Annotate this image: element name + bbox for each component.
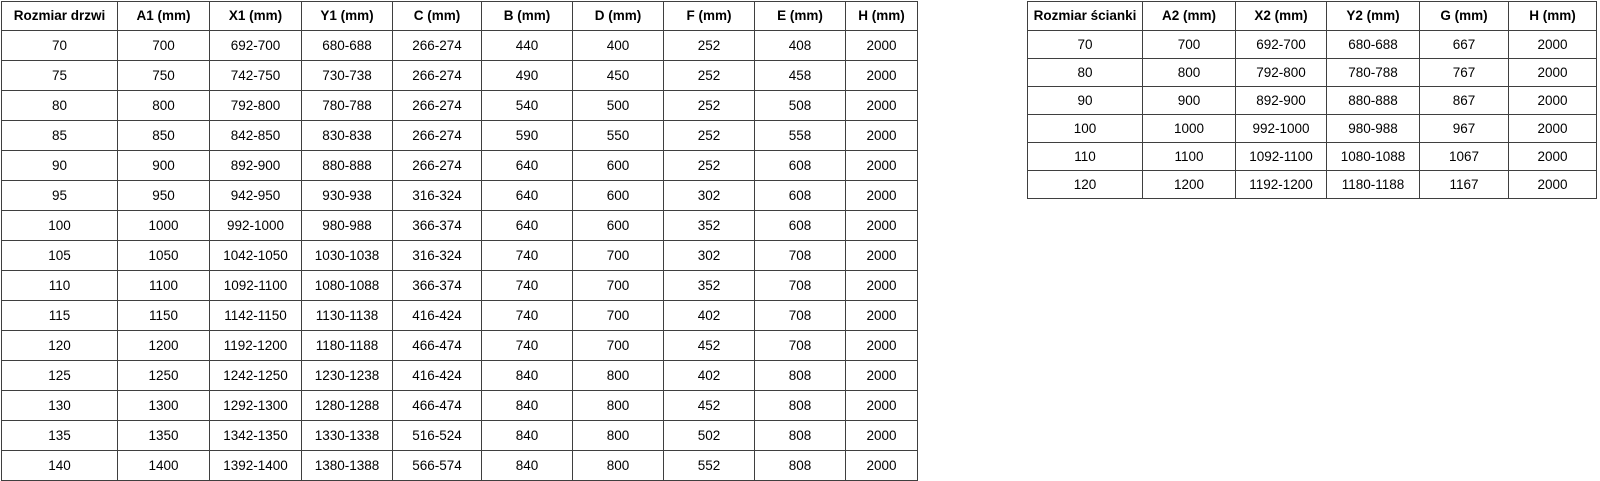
table-cell: 140: [2, 451, 118, 481]
table-cell: 130: [2, 391, 118, 421]
table-cell: 2000: [1509, 143, 1597, 171]
table-cell: 767: [1420, 59, 1509, 87]
table-cell: 2000: [846, 211, 918, 241]
table-cell: 892-900: [1236, 87, 1327, 115]
column-header: C (mm): [393, 2, 482, 31]
table-cell: 1200: [1143, 171, 1236, 199]
table-cell: 2000: [846, 391, 918, 421]
table-cell: 692-700: [210, 31, 302, 61]
table-cell: 490: [482, 61, 573, 91]
table-cell: 1000: [118, 211, 210, 241]
table-row: [2, 91, 918, 121]
table-cell: 558: [755, 121, 846, 151]
table-cell: 1242-1250: [210, 361, 302, 391]
table-cell: 1092-1100: [1236, 143, 1327, 171]
table-cell: 708: [755, 301, 846, 331]
table-row: [2, 361, 918, 391]
table-cell: 120: [2, 331, 118, 361]
table-cell: 550: [573, 121, 664, 151]
table-cell: 2000: [846, 301, 918, 331]
table-cell: 2000: [1509, 115, 1597, 143]
table-cell: 590: [482, 121, 573, 151]
table-cell: 100: [1028, 115, 1143, 143]
table-cell: 880-888: [1327, 87, 1420, 115]
table-cell: 302: [664, 181, 755, 211]
table-cell: 700: [573, 301, 664, 331]
table-row: [2, 181, 918, 211]
table-cell: 950: [118, 181, 210, 211]
column-header: Rozmiar drzwi: [2, 2, 118, 31]
table-cell: 800: [573, 361, 664, 391]
table-row: [2, 121, 918, 151]
table-cell: 352: [664, 271, 755, 301]
table-cell: 1000: [1143, 115, 1236, 143]
table-cell: 800: [573, 421, 664, 451]
table-row: [2, 271, 918, 301]
table-cell: 252: [664, 31, 755, 61]
table-cell: 600: [573, 211, 664, 241]
table-cell: 508: [755, 91, 846, 121]
table-cell: 992-1000: [210, 211, 302, 241]
table-cell: 880-888: [302, 151, 393, 181]
table-cell: 1030-1038: [302, 241, 393, 271]
table-cell: 840: [482, 361, 573, 391]
table-row: [2, 31, 918, 61]
table-cell: 740: [482, 271, 573, 301]
table-cell: 266-274: [393, 151, 482, 181]
table-cell: 316-324: [393, 181, 482, 211]
table-cell: 1400: [118, 451, 210, 481]
table-cell: 408: [755, 31, 846, 61]
table-cell: 930-938: [302, 181, 393, 211]
table-cell: 416-424: [393, 301, 482, 331]
table-cell: 466-474: [393, 391, 482, 421]
table-cell: 1280-1288: [302, 391, 393, 421]
table-cell: 85: [2, 121, 118, 151]
table-cell: 1380-1388: [302, 451, 393, 481]
table-cell: 2000: [1509, 31, 1597, 59]
table-cell: 266-274: [393, 31, 482, 61]
table-cell: 1330-1338: [302, 421, 393, 451]
table-cell: 2000: [846, 91, 918, 121]
table-cell: 2000: [846, 241, 918, 271]
table-cell: 566-574: [393, 451, 482, 481]
table-row: [1028, 59, 1597, 87]
table-cell: 552: [664, 451, 755, 481]
column-header: B (mm): [482, 2, 573, 31]
table-cell: 502: [664, 421, 755, 451]
table-cell: 700: [1143, 31, 1236, 59]
table-cell: 1192-1200: [210, 331, 302, 361]
table-cell: 316-324: [393, 241, 482, 271]
table-cell: 750: [118, 61, 210, 91]
table-cell: 680-688: [1327, 31, 1420, 59]
table-cell: 1050: [118, 241, 210, 271]
table-cell: 700: [573, 271, 664, 301]
table-cell: 500: [573, 91, 664, 121]
table-cell: 2000: [846, 31, 918, 61]
table-cell: 466-474: [393, 331, 482, 361]
table-cell: 2000: [846, 61, 918, 91]
table-cell: 2000: [846, 271, 918, 301]
table-cell: 608: [755, 151, 846, 181]
table-cell: 1167: [1420, 171, 1509, 199]
table-cell: 900: [1143, 87, 1236, 115]
table-cell: 608: [755, 211, 846, 241]
table-row: [2, 451, 918, 481]
table-cell: 1180-1188: [302, 331, 393, 361]
table-cell: 95: [2, 181, 118, 211]
table-cell: 980-988: [302, 211, 393, 241]
table-cell: 266-274: [393, 121, 482, 151]
table-row: [2, 61, 918, 91]
table-cell: 742-750: [210, 61, 302, 91]
header-row: [2, 2, 918, 31]
door-size-table: [1, 1, 918, 481]
table-cell: 780-788: [302, 91, 393, 121]
table-cell: 110: [2, 271, 118, 301]
table-cell: 2000: [846, 181, 918, 211]
table-cell: 608: [755, 181, 846, 211]
table-cell: 252: [664, 121, 755, 151]
table-cell: 800: [118, 91, 210, 121]
table-cell: 700: [118, 31, 210, 61]
table-cell: 2000: [1509, 171, 1597, 199]
table-cell: 1150: [118, 301, 210, 331]
table-cell: 1100: [1143, 143, 1236, 171]
table-cell: 1180-1188: [1327, 171, 1420, 199]
table-cell: 1067: [1420, 143, 1509, 171]
table-cell: 2000: [846, 421, 918, 451]
column-header: X2 (mm): [1236, 2, 1327, 31]
table-cell: 105: [2, 241, 118, 271]
table-cell: 600: [573, 181, 664, 211]
table-cell: 800: [573, 451, 664, 481]
table-cell: 740: [482, 331, 573, 361]
table-cell: 252: [664, 61, 755, 91]
table-cell: 70: [1028, 31, 1143, 59]
table-cell: 125: [2, 361, 118, 391]
table-cell: 540: [482, 91, 573, 121]
table-cell: 400: [573, 31, 664, 61]
table-cell: 708: [755, 241, 846, 271]
table-cell: 2000: [846, 451, 918, 481]
table-cell: 452: [664, 391, 755, 421]
table-cell: 266-274: [393, 91, 482, 121]
table-cell: 967: [1420, 115, 1509, 143]
column-header: G (mm): [1420, 2, 1509, 31]
table-cell: 900: [118, 151, 210, 181]
column-header: E (mm): [755, 2, 846, 31]
table-cell: 366-374: [393, 271, 482, 301]
table-cell: 1192-1200: [1236, 171, 1327, 199]
table-cell: 120: [1028, 171, 1143, 199]
table-cell: 780-788: [1327, 59, 1420, 87]
column-header: A1 (mm): [118, 2, 210, 31]
table-cell: 892-900: [210, 151, 302, 181]
table-cell: 792-800: [210, 91, 302, 121]
table-cell: 516-524: [393, 421, 482, 451]
table-row: [2, 421, 918, 451]
table-cell: 302: [664, 241, 755, 271]
table-cell: 840: [482, 421, 573, 451]
column-header: H (mm): [1509, 2, 1597, 31]
table-cell: 708: [755, 331, 846, 361]
table-cell: 2000: [1509, 59, 1597, 87]
table-cell: 1200: [118, 331, 210, 361]
table-cell: 730-738: [302, 61, 393, 91]
table-cell: 792-800: [1236, 59, 1327, 87]
table-cell: 366-374: [393, 211, 482, 241]
table-cell: 708: [755, 271, 846, 301]
table-cell: 458: [755, 61, 846, 91]
table-cell: 2000: [846, 331, 918, 361]
table-cell: 1080-1088: [302, 271, 393, 301]
table-row: [2, 241, 918, 271]
table-cell: 80: [2, 91, 118, 121]
table-row: [1028, 115, 1597, 143]
table-cell: 440: [482, 31, 573, 61]
table-cell: 808: [755, 391, 846, 421]
table-cell: 850: [118, 121, 210, 151]
table-cell: 640: [482, 211, 573, 241]
table-cell: 402: [664, 301, 755, 331]
table-cell: 640: [482, 181, 573, 211]
table-cell: 840: [482, 391, 573, 421]
column-header: Y1 (mm): [302, 2, 393, 31]
table-cell: 600: [573, 151, 664, 181]
table-cell: 1230-1238: [302, 361, 393, 391]
table-cell: 1130-1138: [302, 301, 393, 331]
table-cell: 692-700: [1236, 31, 1327, 59]
table-row: [1028, 143, 1597, 171]
table-cell: 416-424: [393, 361, 482, 391]
table-cell: 808: [755, 451, 846, 481]
table-cell: 1080-1088: [1327, 143, 1420, 171]
table-cell: 867: [1420, 87, 1509, 115]
table-cell: 1142-1150: [210, 301, 302, 331]
table-cell: 452: [664, 331, 755, 361]
column-header: D (mm): [573, 2, 664, 31]
table-cell: 252: [664, 151, 755, 181]
table-cell: 115: [2, 301, 118, 331]
table-row: [2, 301, 918, 331]
table-cell: 2000: [846, 151, 918, 181]
table-cell: 1392-1400: [210, 451, 302, 481]
table-row: [2, 331, 918, 361]
table-cell: 90: [2, 151, 118, 181]
table-cell: 808: [755, 361, 846, 391]
table-cell: 2000: [846, 121, 918, 151]
table-cell: 135: [2, 421, 118, 451]
table-cell: 252: [664, 91, 755, 121]
table-cell: 80: [1028, 59, 1143, 87]
table-cell: 667: [1420, 31, 1509, 59]
table-cell: 75: [2, 61, 118, 91]
table-cell: 110: [1028, 143, 1143, 171]
table-cell: 1250: [118, 361, 210, 391]
column-header: X1 (mm): [210, 2, 302, 31]
table-cell: 842-850: [210, 121, 302, 151]
table-cell: 830-838: [302, 121, 393, 151]
table-cell: 980-988: [1327, 115, 1420, 143]
table-cell: 992-1000: [1236, 115, 1327, 143]
column-header: Rozmiar ścianki: [1028, 2, 1143, 31]
table-cell: 800: [573, 391, 664, 421]
table-cell: 70: [2, 31, 118, 61]
table-cell: 1092-1100: [210, 271, 302, 301]
table-cell: 700: [573, 331, 664, 361]
wall-size-table: [1027, 1, 1597, 199]
table-cell: 352: [664, 211, 755, 241]
table-cell: 1042-1050: [210, 241, 302, 271]
table-cell: 1100: [118, 271, 210, 301]
table-cell: 2000: [1509, 87, 1597, 115]
table-row: [2, 391, 918, 421]
table-cell: 800: [1143, 59, 1236, 87]
table-row: [1028, 87, 1597, 115]
table-row: [2, 211, 918, 241]
header-row: [1028, 2, 1597, 31]
table-cell: 1350: [118, 421, 210, 451]
table-cell: 402: [664, 361, 755, 391]
table-cell: 1300: [118, 391, 210, 421]
table-cell: 90: [1028, 87, 1143, 115]
table-cell: 808: [755, 421, 846, 451]
table-cell: 2000: [846, 361, 918, 391]
table-cell: 740: [482, 301, 573, 331]
column-header: A2 (mm): [1143, 2, 1236, 31]
table-cell: 640: [482, 151, 573, 181]
table-cell: 266-274: [393, 61, 482, 91]
table-row: [1028, 171, 1597, 199]
table-cell: 1342-1350: [210, 421, 302, 451]
table-cell: 680-688: [302, 31, 393, 61]
column-header: H (mm): [846, 2, 918, 31]
table-cell: 700: [573, 241, 664, 271]
column-header: F (mm): [664, 2, 755, 31]
table-cell: 100: [2, 211, 118, 241]
table-row: [2, 151, 918, 181]
table-cell: 942-950: [210, 181, 302, 211]
table-cell: 840: [482, 451, 573, 481]
table-row: [1028, 31, 1597, 59]
table-cell: 740: [482, 241, 573, 271]
column-header: Y2 (mm): [1327, 2, 1420, 31]
table-cell: 1292-1300: [210, 391, 302, 421]
table-cell: 450: [573, 61, 664, 91]
